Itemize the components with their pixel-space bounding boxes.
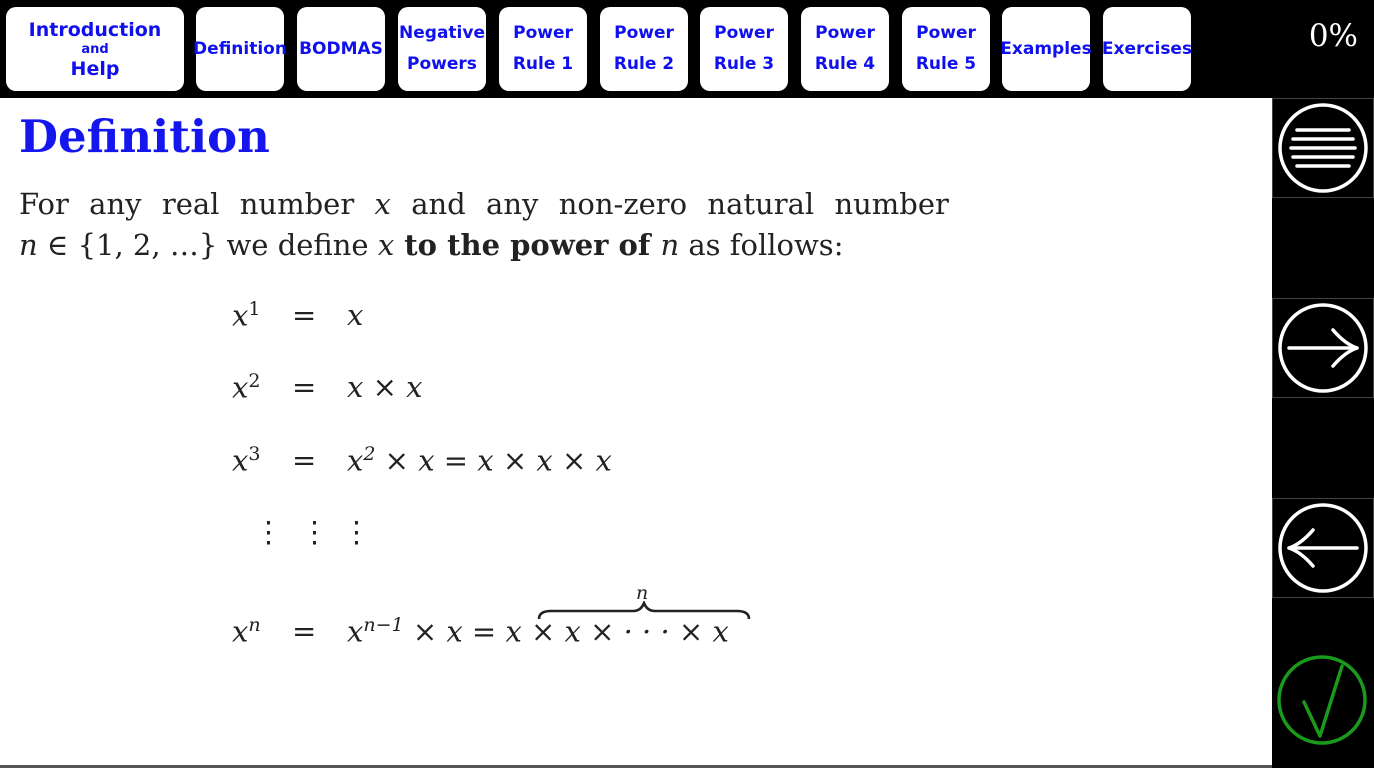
eq-rhs-exponent: 2 bbox=[363, 443, 376, 465]
eq-rhs: x × x bbox=[347, 370, 423, 404]
word: number bbox=[239, 187, 355, 221]
word: and bbox=[411, 187, 466, 221]
definition-text-line-2 bbox=[19, 228, 949, 262]
eq-rhs-base: x bbox=[347, 443, 364, 478]
arrow-right-icon bbox=[1277, 302, 1369, 394]
tab-introduction-and-help[interactable]: Introduction and Help bbox=[6, 7, 184, 91]
brace-label: n bbox=[636, 582, 649, 604]
tab-power-rule-5[interactable]: Power Rule 5 bbox=[902, 7, 990, 91]
eq-rhs-rest: × x = x × x × x bbox=[375, 443, 612, 478]
math-variable: x bbox=[374, 187, 391, 221]
eq-dots: ⋮ bbox=[342, 515, 371, 549]
tab-negative-powers[interactable]: Negative Powers bbox=[398, 7, 486, 91]
eq-base: x bbox=[232, 443, 249, 478]
next-page-button[interactable] bbox=[1272, 298, 1374, 398]
eq-base: x bbox=[232, 370, 249, 405]
eq-rhs-base: x bbox=[347, 614, 364, 649]
eq-base: x bbox=[232, 614, 249, 649]
eq-rhs: x bbox=[347, 298, 364, 332]
eq-exponent: 1 bbox=[248, 298, 261, 320]
progress-indicator: 0% bbox=[1308, 18, 1358, 54]
eq-exponent: n bbox=[248, 614, 261, 636]
definition-text-line-1 bbox=[19, 187, 949, 221]
eq-rhs-exponent: n−1 bbox=[363, 614, 404, 636]
eq-dots: ⋮ bbox=[300, 515, 329, 549]
eq-relation: = bbox=[292, 370, 317, 404]
menu-icon bbox=[1277, 102, 1369, 194]
word: non-zero bbox=[558, 187, 688, 221]
word: natural bbox=[707, 187, 815, 221]
word: real bbox=[161, 187, 220, 221]
eq-dots: ⋮ bbox=[254, 515, 283, 549]
word: any bbox=[89, 187, 142, 221]
eq-exponent: 2 bbox=[248, 370, 261, 392]
page-title: Definition bbox=[19, 110, 270, 163]
eq-exponent: 3 bbox=[248, 443, 261, 465]
eq-product: x × x × · · · × x bbox=[505, 614, 729, 649]
word: number bbox=[834, 187, 949, 221]
word: For bbox=[19, 187, 69, 221]
arrow-left-icon bbox=[1277, 502, 1369, 594]
tab-power-rule-3[interactable]: Power Rule 3 bbox=[700, 7, 788, 91]
tab-power-rule-4[interactable]: Power Rule 4 bbox=[801, 7, 889, 91]
set-text: ∈ {1, 2, …} we define bbox=[37, 228, 378, 262]
navigation-bar bbox=[0, 0, 1374, 98]
previous-page-button[interactable] bbox=[1272, 498, 1374, 598]
checkmark-icon bbox=[1276, 654, 1368, 746]
eq-relation: = bbox=[292, 298, 317, 332]
eq-rhs-rest: × x = bbox=[403, 614, 506, 649]
math-variable: x bbox=[377, 228, 395, 262]
eq-relation: = bbox=[292, 443, 317, 477]
check-button[interactable] bbox=[1272, 650, 1372, 750]
math-variable: n bbox=[660, 228, 680, 262]
math-variable: n bbox=[19, 228, 38, 262]
tab-power-rule-1[interactable]: Power Rule 1 bbox=[499, 7, 587, 91]
menu-button[interactable] bbox=[1272, 98, 1374, 198]
eq-relation: = bbox=[292, 614, 317, 648]
tab-definition[interactable]: Definition bbox=[196, 7, 284, 91]
tab-power-rule-2[interactable]: Power Rule 2 bbox=[600, 7, 688, 91]
tab-exercises[interactable]: Exercises bbox=[1103, 7, 1191, 91]
tab-bodmas[interactable]: BODMAS bbox=[297, 7, 385, 91]
bold-phrase: to the power of bbox=[394, 228, 661, 262]
tab-examples[interactable]: Examples bbox=[1002, 7, 1090, 91]
ending-text: as follows: bbox=[679, 228, 844, 262]
word: any bbox=[486, 187, 539, 221]
eq-base: x bbox=[232, 298, 249, 333]
side-navigation bbox=[1272, 98, 1374, 768]
